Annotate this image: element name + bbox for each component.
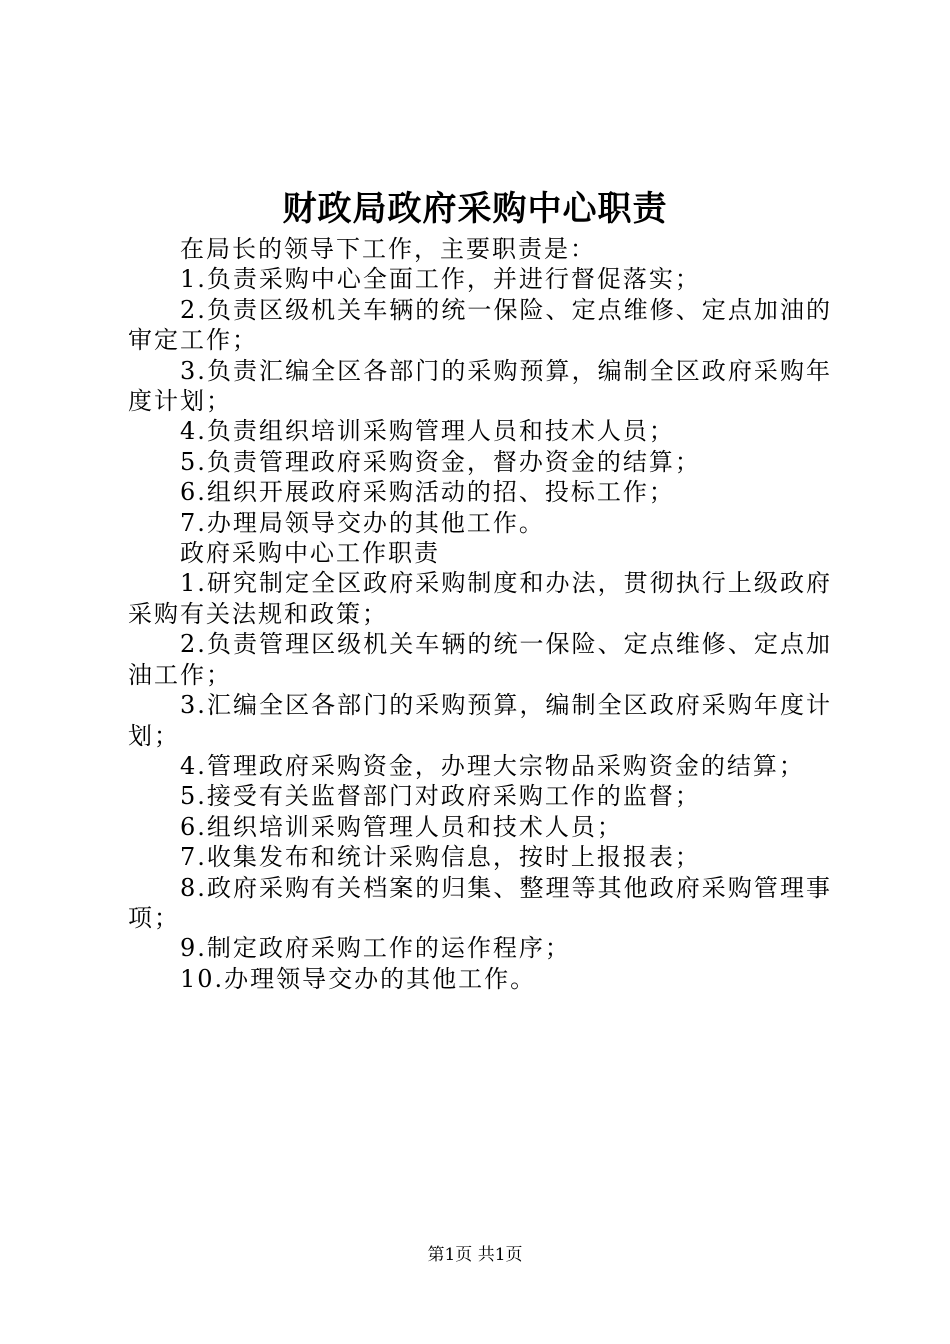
paragraph-item-6: 6.组织开展政府采购活动的招、投标工作； [180, 478, 675, 507]
paragraph-item-3: 3.负责汇编全区各部门的采购预算，编制全区政府采购年度计划； [128, 356, 832, 416]
document-body [128, 234, 832, 994]
paragraph-intro: 在局长的领导下工作，主要职责是： [180, 235, 596, 263]
paragraph-item-2: 2.负责区级机关车辆的统一保险、定点维修、定点加油的审定工作； [128, 295, 832, 355]
paragraph-duty-5: 5.接受有关监督部门对政府采购工作的监督； [180, 782, 701, 811]
paragraph-item-5: 5.负责管理政府采购资金，督办资金的结算； [180, 447, 701, 476]
paragraph-item-1: 1.负责采购中心全面工作，并进行督促落实； [180, 265, 701, 294]
section-heading: 政府采购中心工作职责 [180, 539, 440, 568]
paragraph-duty-7: 7.收集发布和统计采购信息，按时上报报表； [180, 843, 701, 872]
paragraph-duty-6: 6.组织培训采购管理人员和技术人员； [180, 812, 623, 841]
paragraph-duty-10: 10.办理领导交办的其他工作。 [180, 964, 537, 993]
page-footer: 第1页 共1页 [427, 1245, 523, 1265]
paragraph-duty-8: 8.政府采购有关档案的归集、整理等其他政府采购管理事项； [128, 873, 832, 932]
paragraph-item-4: 4.负责组织培训采购管理人员和技术人员； [180, 417, 675, 446]
paragraph-duty-9: 9.制定政府采购工作的运作程序； [180, 934, 571, 963]
paragraph-duty-4: 4.管理政府采购资金，办理大宗物品采购资金的结算； [180, 751, 805, 780]
paragraph-item-7: 7.办理局领导交办的其他工作。 [180, 508, 545, 537]
paragraph-duty-2: 2.负责管理区级机关车辆的统一保险、定点维修、定点加油工作； [128, 630, 832, 689]
paragraph-duty-1: 1.研究制定全区政府采购制度和办法，贯彻执行上级政府采购有关法规和政策； [128, 569, 832, 628]
document-title: 财政局政府采购中心职责 [282, 189, 668, 229]
paragraph-duty-3: 3.汇编全区各部门的采购预算，编制全区政府采购年度计划； [128, 691, 832, 750]
